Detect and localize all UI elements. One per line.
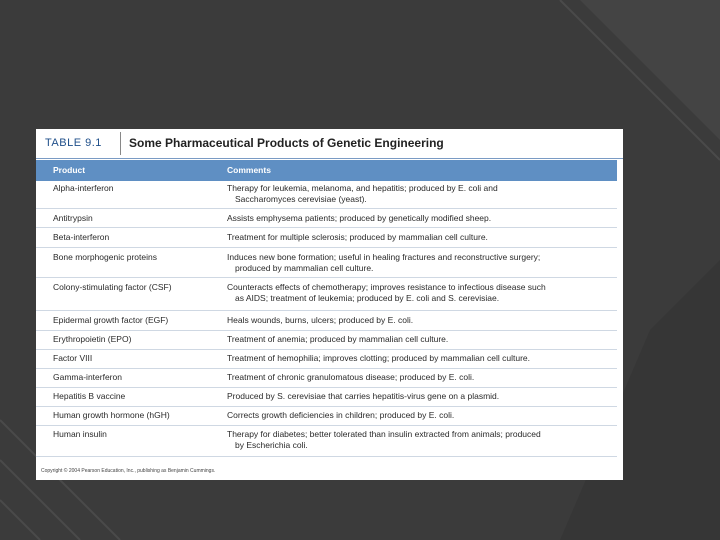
row-divider: [36, 330, 617, 331]
divider: [120, 132, 121, 155]
table-number: TABLE 9.1: [45, 137, 102, 149]
comment-line: Produced by S. cerevisiae that carries hepatitis-virus gene on a plasmid.: [227, 391, 500, 401]
row-divider: [36, 349, 617, 350]
comment-cell: [227, 232, 612, 243]
comment-line: by Escherichia coli.: [235, 440, 308, 450]
product-cell: Factor VIII: [53, 353, 93, 363]
column-header-comments: Comments: [227, 165, 271, 175]
comment-line: Counteracts effects of chemotherapy; improves resistance to infectious disease such: [227, 282, 546, 292]
comment-cell: [227, 315, 612, 326]
product-cell: Gamma-interferon: [53, 372, 122, 382]
comment-cell: [227, 252, 612, 274]
table-title: Some Pharmaceutical Products of Genetic Engineering: [129, 136, 444, 150]
comment-line: Corrects growth deficiencies in children; produced by E. coli.: [227, 410, 455, 420]
comment-cell: [227, 429, 612, 451]
comment-cell: [227, 391, 612, 402]
column-header-row: [36, 160, 617, 181]
comment-cell: [227, 353, 612, 364]
comment-cell: [227, 372, 612, 383]
divider: [36, 158, 623, 159]
product-cell: Bone morphogenic proteins: [53, 252, 157, 262]
product-cell: Antitrypsin: [53, 213, 93, 223]
comment-cell: [227, 213, 612, 224]
comment-line: Treatment of chronic granulomatous disease; produced by E. coli.: [227, 372, 475, 382]
product-cell: Beta-interferon: [53, 232, 110, 242]
copyright-text: Copyright © 2004 Pearson Education, Inc., publishing as Benjamin Cummings.: [41, 468, 216, 474]
comment-line: Induces new bone formation; useful in healing fractures and reconstructive surgery;: [227, 252, 541, 262]
row-divider: [36, 387, 617, 388]
product-cell: Hepatitis B vaccine: [53, 391, 126, 401]
row-divider: [36, 277, 617, 278]
product-cell: Colony-stimulating factor (CSF): [53, 282, 172, 292]
table-header: [36, 129, 623, 158]
product-cell: Erythropoietin (EPO): [53, 334, 132, 344]
comment-line: Treatment of hemophilia; improves clotting; produced by mammalian cell culture.: [227, 353, 530, 363]
comment-line: Heals wounds, burns, ulcers; produced by E. coli.: [227, 315, 414, 325]
product-cell: Epidermal growth factor (EGF): [53, 315, 169, 325]
comment-line: as AIDS; treatment of leukemia; produced by E. coli and S. cerevisiae.: [235, 293, 500, 303]
comment-line: Therapy for diabetes; better tolerated than insulin extracted from animals; produced: [227, 429, 541, 439]
column-header-product: Product: [53, 165, 86, 175]
row-divider: [36, 227, 617, 228]
comment-line: Therapy for leukemia, melanoma, and hepatitis; produced by E. coli and: [227, 183, 498, 193]
comment-line: Treatment for multiple sclerosis; produced by mammalian cell culture.: [227, 232, 488, 242]
comment-cell: [227, 334, 612, 345]
row-divider: [36, 310, 617, 311]
comment-cell: [227, 282, 612, 304]
row-divider: [36, 208, 617, 209]
comment-cell: [227, 410, 612, 421]
product-cell: Human growth hormone (hGH): [53, 410, 170, 420]
comment-line: produced by mammalian cell culture.: [235, 263, 374, 273]
product-cell: Alpha-interferon: [53, 183, 114, 193]
row-divider: [36, 368, 617, 369]
row-divider: [36, 406, 617, 407]
row-divider: [36, 247, 617, 248]
comment-line: Assists emphysema patients; produced by genetically modified sheep.: [227, 213, 492, 223]
product-cell: Human insulin: [53, 429, 107, 439]
comment-cell: [227, 183, 612, 205]
comment-line: Saccharomyces cerevisiae (yeast).: [235, 194, 367, 204]
table-card: [36, 129, 623, 480]
comment-line: Treatment of anemia; produced by mammalian cell culture.: [227, 334, 449, 344]
row-divider: [36, 456, 617, 457]
row-divider: [36, 425, 617, 426]
